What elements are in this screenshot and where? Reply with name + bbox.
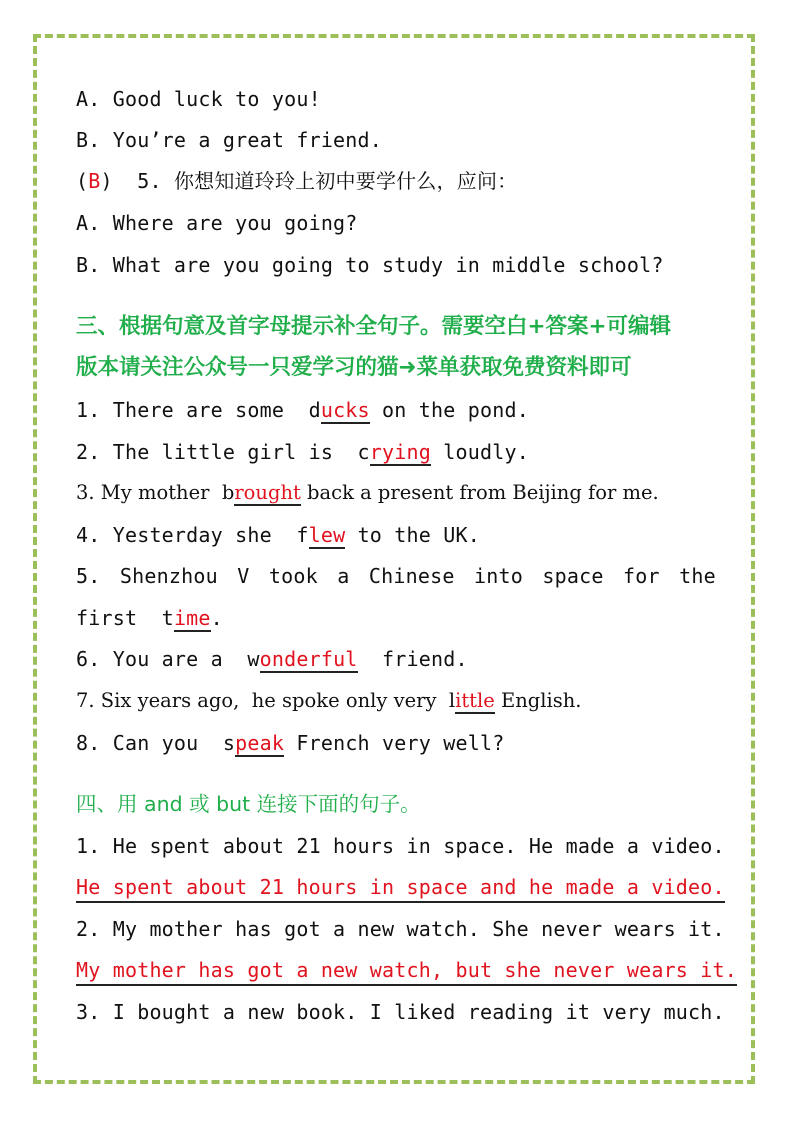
q5-answer: B (88, 169, 101, 193)
word: into (474, 564, 523, 588)
answer-fill: rought (234, 481, 301, 504)
section3-item-1 (76, 396, 529, 424)
section4-a1: He spent about 21 hours in space and he made a video. (76, 873, 725, 903)
word: V (237, 564, 250, 588)
item-text: to the UK. (345, 523, 480, 547)
item-text: French very well? (284, 731, 505, 755)
item-text: friend. (357, 647, 468, 671)
item-text: 4. Yesterday she f (76, 523, 309, 547)
word: space (542, 564, 604, 588)
section4-q1: 1. He spent about 21 hours in space. He made a video. (76, 834, 725, 858)
item-text: English. (494, 689, 582, 712)
item-text: 6. You are a w (76, 647, 260, 671)
section3-item-8 (76, 729, 504, 757)
q4-option-a: A. Good luck to you! (76, 87, 321, 111)
word: 5. (76, 564, 101, 588)
item-text: back a present from Beijing for me. (300, 481, 659, 504)
q5-paren-close: ) (100, 169, 113, 193)
section4-q2: 2. My mother has got a new watch. She never wears it. (76, 917, 725, 941)
section4-a2: My mother has got a new watch, but she never wears it. (76, 956, 737, 986)
word: a (337, 564, 350, 588)
q5-option-b: B. What are you going to study in middle school? (76, 253, 664, 277)
word: the (679, 564, 716, 588)
item-text: 2. The little girl is c (76, 440, 370, 464)
word: took (268, 564, 318, 588)
answer-fill: onderful (259, 647, 358, 671)
section3-item-3 (76, 479, 659, 507)
word: Chinese (368, 564, 455, 588)
item-text: loudly. (431, 440, 529, 464)
q5-question-text: 5. 你想知道玲玲上初中要学什么，应问： (112, 169, 518, 193)
section4-title: 四、用 and 或 but 连接下面的句子。 (76, 792, 421, 816)
item-text: 8. Can you s (76, 731, 236, 755)
section3-item-6 (76, 645, 468, 673)
q5-question (76, 167, 517, 195)
answer-fill: ucks (320, 398, 370, 422)
section4-q3: 3. I bought a new book. I liked reading it very much. (76, 1000, 725, 1024)
answer-fill: ime (173, 606, 211, 630)
section3-item-7 (76, 687, 582, 715)
section3-item-5 (76, 562, 716, 590)
answer-fill: peak (235, 731, 285, 755)
q5-paren-open: ( (76, 169, 89, 193)
item-text: . (210, 606, 223, 630)
item-text: on the pond. (369, 398, 529, 422)
section3-item-5-cont (76, 604, 223, 632)
word: for (623, 564, 660, 588)
answer-fill: ittle (455, 689, 495, 712)
item-text: 7. Six years ago, he spoke only very l (76, 689, 456, 712)
item-text: 3. My mother b (76, 481, 235, 504)
word: Shenzhou (119, 564, 218, 588)
section3-title-line1: 三、根据句意及首字母提示补全句子。需要空白+答案+可编辑 (76, 314, 672, 339)
answer-fill: lew (308, 523, 346, 547)
item-text: first t (76, 606, 174, 630)
item-text: 1. There are some d (76, 398, 321, 422)
section3-item-2 (76, 438, 529, 466)
q4-option-b: B. You’re a great friend. (76, 128, 383, 152)
section3-title-line2: 版本请关注公众号一只爱学习的猫➜菜单获取免费资料即可 (76, 355, 632, 380)
q5-option-a: A. Where are you going? (76, 211, 358, 235)
answer-fill: rying (369, 440, 432, 464)
section3-item-4 (76, 521, 480, 549)
